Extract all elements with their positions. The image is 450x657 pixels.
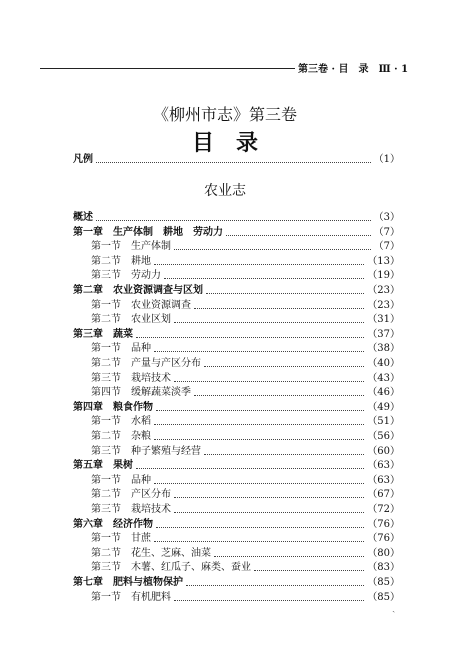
toc-entry-label: 第二节 杂粮 — [91, 431, 151, 442]
toc-entry-label: 第二节 产区分布 — [91, 489, 171, 501]
header-rule — [40, 68, 295, 69]
toc-section-entry[interactable] — [73, 371, 400, 385]
toc-entry-page: （72） — [367, 504, 400, 515]
toc-entry-page: （1） — [373, 154, 400, 165]
toc-entry-page: （40） — [367, 358, 400, 369]
toc-entry-page: （49） — [367, 401, 400, 413]
toc-entry-page: （7） — [373, 241, 400, 253]
toc-section-entry[interactable] — [73, 414, 400, 428]
toc-entry-page: （76） — [367, 518, 400, 530]
toc-section-entry[interactable] — [73, 502, 400, 516]
toc-section-entry[interactable] — [73, 254, 400, 268]
toc-entry-page: （83） — [367, 562, 400, 574]
leader-dots — [164, 277, 364, 279]
toc-entry-label: 第二节 花生、芝麻、油菜 — [91, 547, 211, 559]
toc-entry-label: 第一节 有机肥料 — [91, 591, 171, 603]
toc-entry-label: 第二节 农业区划 — [91, 314, 171, 326]
toc-section-entry[interactable] — [73, 385, 400, 399]
toc-entry-page: （63） — [367, 474, 400, 486]
toc-section-entry[interactable] — [73, 298, 400, 312]
leader-dots — [204, 365, 364, 367]
leader-dots — [154, 263, 364, 265]
leader-dots — [204, 453, 364, 455]
toc-entry-label: 凡例 — [73, 154, 93, 165]
leader-dots — [226, 234, 371, 236]
toc-section-entry[interactable] — [73, 473, 400, 487]
toc-entry-label: 第一章 生产体制 耕地 劳动力 — [73, 226, 223, 238]
toc-entry-page: （43） — [367, 372, 400, 384]
toc-entry-label: 第一节 甘蔗 — [91, 533, 151, 545]
toc-title: 目录 — [191, 130, 280, 156]
leader-dots — [174, 511, 364, 513]
toc-entry-label: 第五章 果树 — [73, 460, 133, 472]
toc-entry-label: 第四章 粮食作物 — [73, 401, 153, 413]
toc-chapter-entry[interactable] — [73, 225, 400, 239]
toc-entry-label: 第三节 劳动力 — [91, 270, 161, 282]
toc-entry-fanli[interactable] — [73, 152, 400, 166]
toc-entry-page: （19） — [367, 270, 400, 282]
leader-dots — [154, 482, 364, 484]
toc-entry-label: 第二节 耕地 — [91, 255, 151, 267]
toc-section-entry[interactable] — [73, 356, 400, 370]
toc-entry-page: （38） — [367, 343, 400, 355]
toc-entry-label: 第三节 栽培技术 — [91, 372, 171, 384]
toc-entry-label: 第一节 水稻 — [91, 416, 151, 428]
toc-entry-label: 第一节 品种 — [91, 343, 151, 355]
part-title: 农业志 — [204, 183, 246, 199]
toc-section-entry[interactable] — [73, 341, 400, 355]
toc-section-entry[interactable] — [73, 268, 400, 282]
toc-entry-page: （23） — [367, 299, 400, 311]
toc-entry-label: 第一节 品种 — [91, 474, 151, 486]
leader-dots — [214, 555, 364, 557]
leader-dots — [156, 526, 364, 528]
toc-chapter-entry[interactable] — [73, 575, 400, 589]
toc-section-entry[interactable] — [73, 429, 400, 443]
toc-entry-label: 第一节 农业资源调查 — [91, 299, 191, 311]
toc-section-entry[interactable] — [73, 531, 400, 545]
toc-entry-label: 第三节 种子繁殖与经营 — [91, 445, 201, 457]
toc-entry-label: 第三节 栽培技术 — [91, 504, 171, 515]
toc-section-entry[interactable] — [73, 546, 400, 560]
toc-entry-page: （85） — [367, 591, 400, 603]
toc-entry-label: 概述 — [73, 212, 93, 223]
toc-section-entry[interactable] — [73, 590, 400, 604]
leader-dots — [96, 161, 371, 163]
toc-entry-page: （13） — [367, 255, 400, 267]
toc-section-entry[interactable] — [73, 239, 400, 253]
toc-entry-page: （46） — [367, 387, 400, 399]
toc-entry-page: （23） — [367, 285, 400, 296]
toc-entry-page: （80） — [367, 547, 400, 559]
running-header: 第三卷 · 目 录 Ⅲ · 1 — [298, 64, 409, 75]
leader-dots — [194, 394, 364, 396]
toc-entry-label: 第六章 经济作物 — [73, 518, 153, 530]
leader-dots — [174, 496, 364, 498]
leader-dots — [154, 438, 364, 440]
toc-entry-label: 第七章 肥料与植物保护 — [73, 577, 183, 588]
leader-dots — [136, 467, 364, 469]
toc-entry-page: （85） — [367, 577, 400, 588]
toc-section-entry[interactable] — [73, 312, 400, 326]
toc-entry-label: 第一节 生产体制 — [91, 241, 171, 253]
leader-dots — [174, 248, 371, 250]
volume-title: 《柳州市志》第三卷 — [152, 105, 297, 124]
toc-chapter-entry[interactable] — [73, 327, 400, 341]
toc-entry-label: 第二节 产量与产区分布 — [91, 358, 201, 369]
leader-dots — [194, 307, 364, 309]
toc-entry-page: （31） — [367, 314, 400, 326]
leader-dots — [174, 380, 364, 382]
toc-entry-page: （63） — [367, 460, 400, 472]
toc-entry-page: （3） — [373, 212, 400, 223]
leader-dots — [136, 336, 364, 338]
scan-mark: ˎ — [392, 602, 396, 613]
toc-section-entry[interactable] — [73, 444, 400, 458]
toc-entry-page: （51） — [367, 416, 400, 428]
toc-chapter-entry[interactable] — [73, 517, 400, 531]
leader-dots — [174, 599, 364, 601]
leader-dots — [156, 409, 364, 411]
toc-entry-page: （76） — [367, 533, 400, 545]
leader-dots — [154, 423, 364, 425]
toc-entry-label: 第三章 蔬菜 — [73, 328, 133, 340]
leader-dots — [174, 321, 364, 323]
toc-entry-page: （37） — [367, 328, 400, 340]
toc-section-entry[interactable] — [73, 487, 400, 501]
toc-section-entry[interactable] — [73, 560, 400, 574]
leader-dots — [96, 219, 371, 221]
toc-chapter-entry[interactable] — [73, 458, 400, 472]
leader-dots — [206, 292, 364, 294]
toc-entry-label: 第二章 农业资源调查与区划 — [73, 285, 203, 296]
toc-entry-label: 第四节 缓解蔬菜淡季 — [91, 387, 191, 399]
toc-entry-label: 第三节 木薯、红瓜子、麻类、蚕业 — [91, 562, 251, 574]
toc-chapter-entry[interactable] — [73, 400, 400, 414]
toc-entry-page: （56） — [367, 431, 400, 442]
toc-entry-page: （60） — [367, 445, 400, 457]
leader-dots — [186, 584, 364, 586]
toc-chapter-entry[interactable] — [73, 283, 400, 297]
toc-chapter-entry[interactable] — [73, 210, 400, 224]
toc-entry-page: （7） — [373, 226, 400, 238]
leader-dots — [154, 540, 364, 542]
toc-entry-page: （67） — [367, 489, 400, 501]
leader-dots — [254, 569, 364, 571]
leader-dots — [154, 350, 364, 352]
